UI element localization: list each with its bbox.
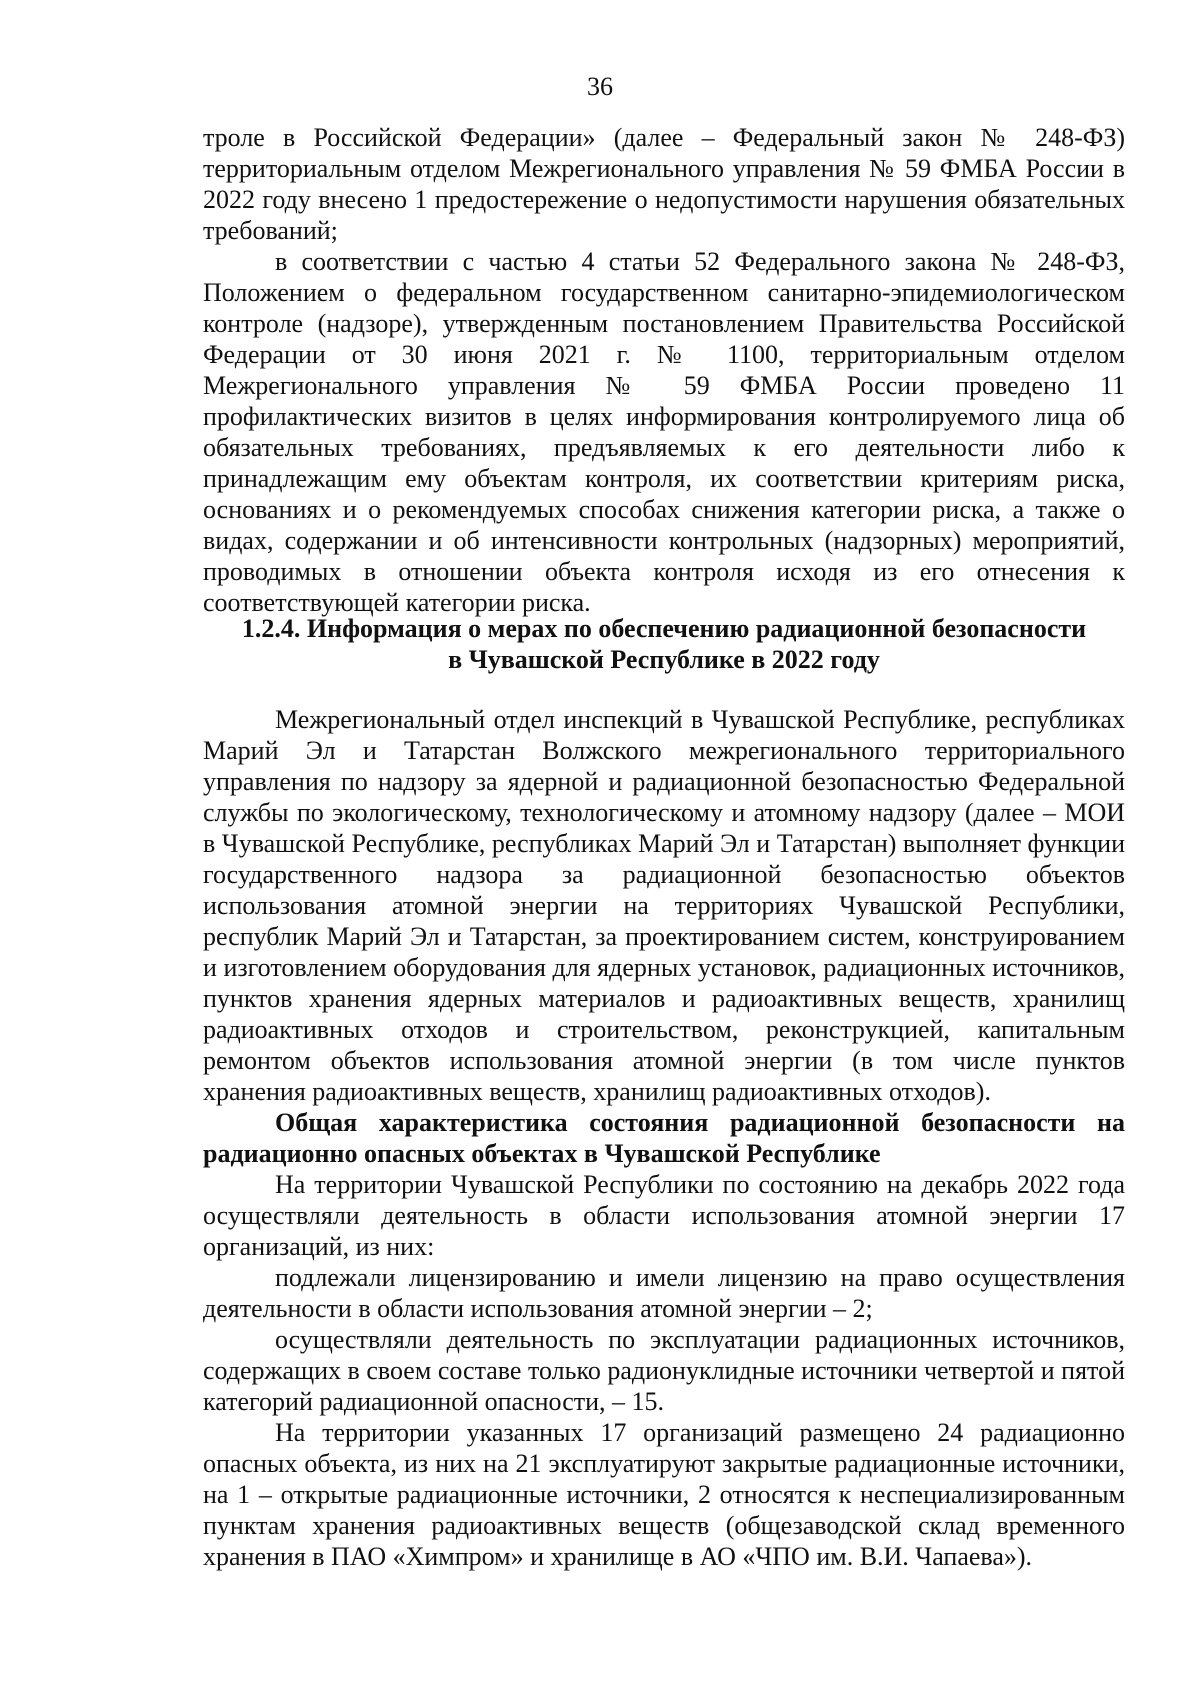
section-heading-line-2: в Чувашской Республике в 2022 году: [448, 645, 880, 674]
list-item: осуществляли деятельность по эксплуатации радиационных источников, содержащих в своем составе только радионуклидные источники четвертой и пятой категорий радиационной опасности, – 15.: [203, 1325, 1125, 1416]
body-block-2: [203, 704, 1125, 1572]
section-heading: [203, 613, 1125, 675]
paragraph: троле в Российской Федерации» (далее – Федеральный закон № 248-ФЗ) территориальным отделом Межрегионального управления № 59 ФМБА России в 2022 году внесено 1 предостережение о недопустимости нарушения обязательных требований;: [203, 123, 1125, 245]
section-heading-line-1: 1.2.4. Информация о мерах по обеспечению радиационной безопасности: [241, 614, 1087, 643]
paragraph: Межрегиональный отдел инспекций в Чувашской Республике, республиках Марий Эл и Татарстан Волжского межрегионального территориального управления по надзору за ядерной и радиационной безопасностью Федеральной службы по экологическому, технологическому и атомному надзору (далее – МОИ в Чувашской Республике, республиках Марий Эл и Татарстан) выполняет функции государственного надзора за радиационной безопасностью объектов использования атомной энергии на территориях Чувашской Республики, республик Марий Эл и Татарстан, за проектированием систем, конструированием и изготовлением оборудования для ядерных установок, радиационных источников, пунктов хранения ядерных материалов и радиоактивных веществ, хранилищ радиоактивных отходов и строительством, реконструкцией, капитальным ремонтом объектов использования атомной энергии (в том числе пунктов хранения радиоактивных веществ, хранилищ радиоактивных отходов).: [203, 705, 1125, 1106]
subheading-paragraph: Общая характеристика состояния радиационной безопасности на радиационно опасных объектах в Чувашской Республике: [203, 1108, 1125, 1168]
body-block-1: [203, 122, 1125, 618]
paragraph: На территории Чувашской Республики по состоянию на декабрь 2022 года осуществляли деятельность в области использования атомной энергии 17 организаций, из них:: [203, 1170, 1125, 1261]
paragraph: На территории указанных 17 организаций размещено 24 радиационно опасных объекта, из них на 21 эксплуатируют закрытые радиационные источники, на 1 – открытые радиационные источники, 2 относятся к неспециализированным пунктам хранения радиоактивных веществ (общезаводской склад временного хранения в ПАО «Химпром» и хранилище в АО «ЧПО им. В.И. Чапаева»).: [203, 1418, 1125, 1571]
page-number: 36: [587, 72, 613, 101]
paragraph: в соответствии с частью 4 статьи 52 Федерального закона № 248-ФЗ, Положением о федеральном государственном санитарно-эпидемиологическом контроле (надзоре), утвержденным постановлением Правительства Российской Федерации от 30 июня 2021 г. № 1100, территориальным отделом Межрегионального управления № 59 ФМБА России проведено 11 профилактических визитов в целях информирования контролируемого лица об обязательных требованиях, предъявляемых к его деятельности либо к принадлежащим ему объектам контроля, их соответствии критериям риска, основаниях и о рекомендуемых способах снижения категории риска, а также о видах, содержании и об интенсивности контрольных (надзорных) мероприятий, проводимых в отношении объекта контроля исходя из его отнесения к соответствующей категории риска.: [203, 247, 1125, 617]
list-item: подлежали лицензированию и имели лицензию на право осуществления деятельности в области использования атомной энергии – 2;: [203, 1263, 1125, 1323]
